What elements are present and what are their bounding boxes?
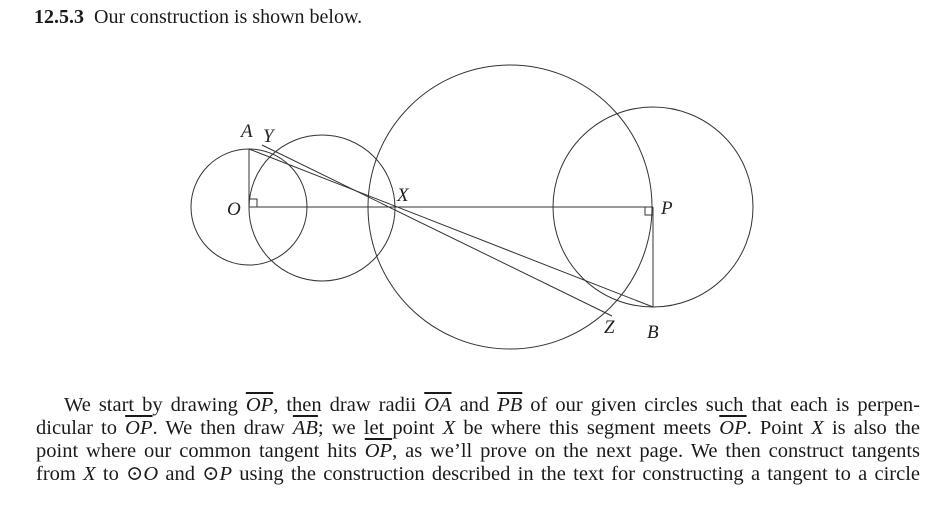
paragraph-line-4: from X to ⊙O and ⊙P using the construction described in the text for constructing a tangent to a circle: [36, 463, 920, 485]
segment-ab: [249, 149, 653, 307]
label-z: Z: [604, 317, 615, 338]
label-o: O: [227, 199, 241, 220]
paragraph-line-3: point where our common tangent hits $\overline{OP}$, as we’ll prove on the next page. We then construct tangents: [36, 440, 920, 462]
label-p: P: [661, 198, 673, 219]
label-b: B: [647, 322, 659, 343]
paragraph-line-1: We start by drawing $\overline{OP}$, then draw radii $\overline{OA}$ and $\overline{PB}$ of our given circles such that each is perpen-: [64, 394, 920, 416]
section-heading-text: Our construction is shown below.: [94, 6, 363, 28]
circle-ax: [249, 135, 395, 281]
body-paragraph: [36, 394, 920, 486]
section-number: 12.5.3: [34, 6, 84, 28]
right-angle-o: [249, 199, 257, 207]
label-x: X: [397, 185, 409, 206]
paragraph-line-2: dicular to $\overline{OP}$. We then draw $\overline{AB}$; we let point X be where this segment meets $\overline{OP}$. Point X is also the: [36, 417, 920, 439]
label-y: Y: [263, 126, 274, 147]
label-a: A: [241, 121, 253, 142]
